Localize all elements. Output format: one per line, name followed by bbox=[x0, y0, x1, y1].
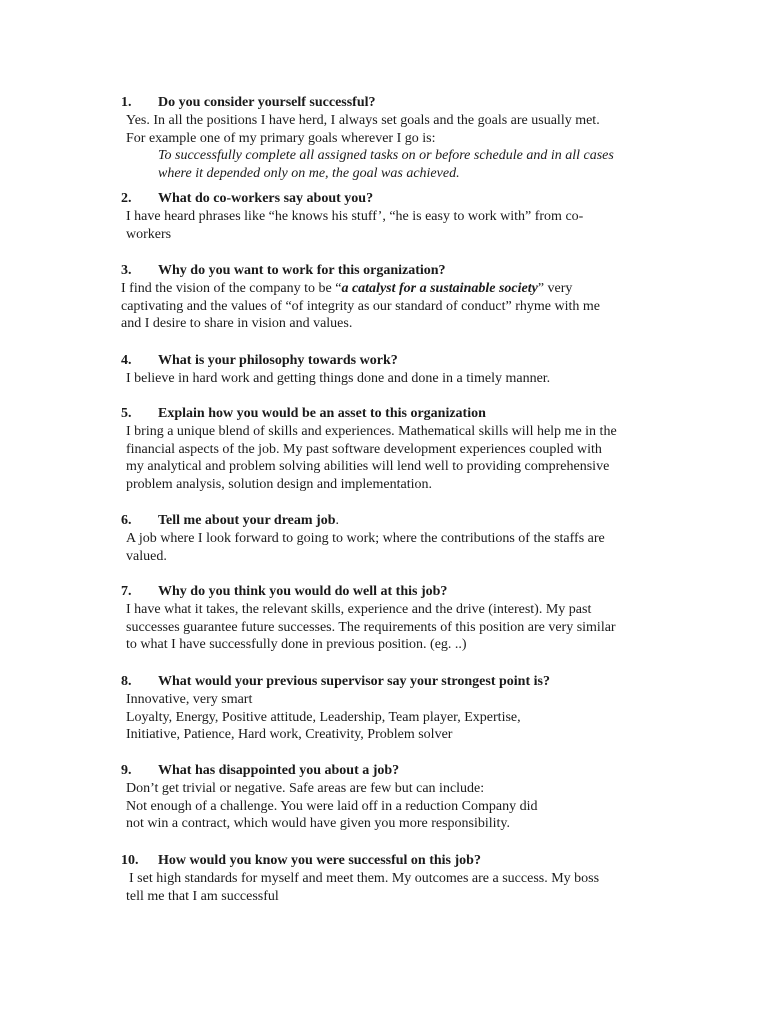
question-number: 4. bbox=[121, 353, 132, 368]
question-number: 8. bbox=[121, 674, 132, 689]
answer-line: Initiative, Patience, Hard work, Creativity, Problem solver bbox=[126, 727, 453, 742]
question-title: What would your previous supervisor say your strongest point is? bbox=[158, 674, 550, 689]
question-number: 3. bbox=[121, 263, 132, 278]
question-heading bbox=[121, 583, 661, 601]
answer-line: successes guarantee future successes. The requirements of this position are very similar bbox=[126, 619, 616, 635]
question-title: How would you know you were successful on this job? bbox=[158, 853, 481, 868]
answer-line: valued. bbox=[126, 548, 167, 564]
answer-text: ” very bbox=[537, 281, 573, 296]
answer-line: I have what it takes, the relevant skills, experience and the drive (interest). My past bbox=[126, 602, 592, 617]
question-number: 7. bbox=[121, 584, 132, 599]
question-heading bbox=[121, 94, 661, 112]
emphasized-vision: a catalyst for a sustainable society bbox=[341, 281, 538, 296]
question-heading bbox=[121, 512, 661, 530]
answer-line: problem analysis, solution design and implementation. bbox=[126, 476, 433, 492]
answer-line: I bring a unique blend of skills and experiences. Mathematical skills will help me in the bbox=[126, 424, 617, 439]
question-5 bbox=[121, 405, 661, 493]
question-number: 10. bbox=[121, 853, 139, 868]
question-title: What do co-workers say about you? bbox=[158, 191, 374, 206]
answer-line: Loyalty, Energy, Positive attitude, Leadership, Team player, Expertise, bbox=[126, 709, 521, 725]
question-title: Why do you think you would do well at this job? bbox=[158, 584, 448, 599]
answer-line: captivating and the values of “of integrity as our standard of conduct” rhyme with me bbox=[121, 298, 600, 314]
answer-line: tell me that I am successful bbox=[126, 888, 279, 904]
question-6 bbox=[121, 512, 661, 565]
answer-line: A job where I look forward to going to work; where the contributions of the staffs are bbox=[126, 531, 605, 546]
answer-line: workers bbox=[126, 226, 172, 242]
answer-line: Not enough of a challenge. You were laid off in a reduction Company did bbox=[126, 798, 538, 814]
answer-line bbox=[121, 280, 661, 298]
question-heading bbox=[121, 762, 661, 780]
question-heading bbox=[121, 190, 661, 208]
answer-line: to what I have successfully done in previous position. (eg. ..) bbox=[126, 637, 467, 652]
question-title: Do you consider yourself successful? bbox=[158, 95, 376, 110]
question-number: 1. bbox=[121, 95, 132, 110]
question-title: What has disappointed you about a job? bbox=[158, 763, 400, 778]
answer-line: I have heard phrases like “he knows his stuff’, “he is easy to work with” from co- bbox=[126, 209, 584, 224]
question-heading bbox=[121, 405, 661, 423]
question-10 bbox=[121, 852, 661, 905]
answer-line: Innovative, very smart bbox=[126, 692, 253, 707]
question-title: Explain how you would be an asset to this organization bbox=[158, 406, 486, 421]
answer-line: Yes. In all the positions I have herd, I always set goals and the goals are usually met. bbox=[126, 113, 600, 128]
question-heading bbox=[121, 352, 661, 370]
quoted-goal-line: To successfully complete all assigned tasks on or before schedule and in all cases bbox=[158, 148, 614, 163]
question-2 bbox=[121, 190, 661, 243]
answer-line: financial aspects of the job. My past software development experiences coupled with bbox=[126, 441, 602, 457]
question-title-text: Tell me about your dream job bbox=[158, 513, 336, 528]
question-heading bbox=[121, 852, 661, 870]
question-4 bbox=[121, 352, 661, 388]
question-number: 6. bbox=[121, 513, 132, 528]
quoted-goal-line: where it depended only on me, the goal was achieved. bbox=[158, 165, 460, 181]
question-3 bbox=[121, 262, 661, 333]
answer-line: I set high standards for myself and meet them. My outcomes are a success. My boss bbox=[129, 871, 600, 886]
answer-line: Don’t get trivial or negative. Safe areas are few but can include: bbox=[126, 781, 485, 796]
answer-line: my analytical and problem solving abilities will lend well to providing comprehensive bbox=[126, 459, 610, 474]
question-1 bbox=[121, 94, 661, 182]
question-heading bbox=[121, 262, 661, 280]
question-title: Why do you want to work for this organization? bbox=[158, 263, 446, 278]
question-title: What is your philosophy towards work? bbox=[158, 353, 398, 368]
answer-line: I believe in hard work and getting things done and done in a timely manner. bbox=[126, 371, 551, 386]
answer-line: For example one of my primary goals wherever I go is: bbox=[126, 130, 436, 146]
question-number: 2. bbox=[121, 191, 132, 206]
question-9 bbox=[121, 762, 661, 833]
question-7 bbox=[121, 583, 661, 654]
question-heading bbox=[121, 673, 661, 691]
question-title-suffix: . bbox=[335, 513, 339, 528]
question-number: 9. bbox=[121, 763, 132, 778]
answer-line: and I desire to share in vision and values. bbox=[121, 316, 353, 331]
question-title bbox=[158, 512, 339, 530]
question-number: 5. bbox=[121, 406, 132, 421]
question-8 bbox=[121, 673, 661, 744]
answer-text: I find the vision of the company to be “ bbox=[121, 281, 342, 296]
answer-line: not win a contract, which would have given you more responsibility. bbox=[126, 816, 511, 831]
